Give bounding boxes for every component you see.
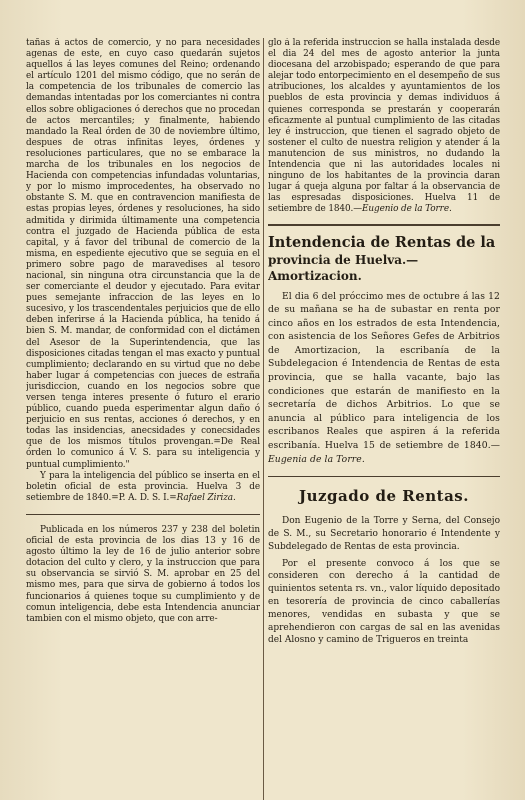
right-continued-signature: Eugenio de la Torre. [362, 204, 452, 215]
juzgado-intro: Don Eugenio de la Torre y Serna, del Consejo de S. M., su Secretario honorario é Intendente y Subdelegado de Rentas de esta provincia. [268, 516, 500, 552]
right-divider-bottom [268, 476, 500, 477]
right-divider-top [268, 224, 500, 226]
left-paragraph-culto-clero: Publicada en los números 237 y 238 del boletin oficial de esta provincia de los dias 13 y 16 de agosto último la ley de 16 de julio anterior sobre dotacion del culto y clero, y la instruccion que para su observancia se sirvió S. M. aprobar en 25 del mismo mes, para que sirva de gobierno á todos los funcionarios á quienes toque su cumplimiento y de comun inteligencia, debe esta Intendencia anunciar tambien con el mismo objeto, que con arre- [26, 524, 260, 624]
left-paragraph-insertion [26, 471, 260, 504]
section-subtitle-amortizacion: provincia de Huelva.—Amortizacion. [268, 252, 419, 283]
juzgado-body: Por el presente convoco á los que se consideren con derecho á la cantidad de quinientos setenta rs. vn., valor líquido depositado en tesorería de provincia de cinco caballerías menores, vendidas en subasta y que se aprehendieron con cargas de sal en las avenidas del Alosno y camino de Trigueros en treinta [268, 558, 500, 646]
column-divider [263, 38, 264, 800]
right-continued-text: glo á la referida instruccion se halla instalada desde el dia 24 del mes de agosto anterior la junta diocesana del arzobispado; esperando de que para alejar todo entorpecimiento en el desempeño de sus atribuciones, los alcaldes y ayuntamientos de los pueblos de esta provincia y demas individuos á quienes corresponda se prestarán y cooperarán eficazmente al puntual cumplimiento de las citadas ley é instruccion, que tienen el sagrado objeto de sostener el culto de nuestra religion y atender á la manutencion de sus ministros, no dudando la Intendencia que ni las autoridades locales ni ninguno de los habitantes de la provincia daran lugar á queja alguna por faltar á la observancia de las espresadas disposiciones. Huelva 11 de setiembre de 1840.— [268, 38, 500, 215]
right-column [268, 38, 500, 800]
left-insertion-signature: Rafael Ziriza. [176, 492, 236, 503]
left-divider [26, 514, 260, 515]
section-title-juzgado: Juzgado de Rentas. [299, 487, 469, 506]
left-paragraph-continued: tañas á actos de comercio, y no para necesidades agenas de este, en cuyo caso quedarán sujetos aquellos á las leyes comunes del Reino; ordenando el artículo 1201 del mismo código, que no serán de la competencia de los tribunales de comercio las demandas intentadas por los comerciantes ni contra ellos sobre obligaciones ó derechos que no procedan de actos mercantiles; y finalmente, habiendo mandado la Real órden de 30 de noviembre último, despues de otras infinitas leyes, órdenes y resoluciones particulares, que no se embarace la marcha de los tribunales en los negocios de Hacienda con competencias infundadas voluntarias, y por lo mismo improcedentes, ha observado no obstante S. M. que en contravencion manifiesta de estas propias leyes, órdenes y resoluciones, ha sido admitida y dirimida últimamente una competencia contra el juzgado de Hacienda pública de esta capital, y á favor del tribunal de comercio de la misma, en espediente ejecutivo que se seguia en el primero sobre pago de maravedises al tesoro nacional, sin ninguna otra circunstancia que la de ser comerciante el deudor y ejecutado. Para evitar pues semejante infraccion de las leyes en lo sucesivo, y los trascendentales perjuicios que de ello deben inferirse á la Hacienda pública, ha tenido á bien S. M. mandar, de conformidad con el dictámen del Asesor de la Superintendencia, que las disposiciones citadas tengan el mas exacto y puntual cumplimiento; declarando en su virtud que no debe haber lugar á competencias con jueces de estraña jurisdiccion, cuando en los negocios sobre que versen tenga interes presente ó futuro el erario público, cuando pueda esperimentar algun daño ó perjuicio en sus rentas, acciones ó derechos, y en todas las insidencias, anecsidades y conecsidades que de los mismos títulos provengan.=De Real órden lo comunico á V. S. para su inteligencia y puntual cumplimiento." [26, 38, 260, 470]
section-title-intendencia: Intendencia de Rentas de la [268, 233, 496, 251]
left-insertion-text: Y para la inteligencia del público se inserta en el boletin oficial de esta provincia. Huelva 3 de setiembre de 1840.=P. A. D. S. I.= [26, 470, 260, 503]
amortizacion-notice-text: El dia 6 del próccimo mes de octubre á las 12 de su mañana se ha de subastar en renta por cinco años en los estrados de esta Intendencia, con asistencia de los Señores Gefes de Arbitrios de Amortizacion, la escribanía de la Subdelegacion é Intendencia de Rentas de esta provincia, que se halla vacante, bajo las condiciones que estarán de manifiesto en la secretaría de dichos Arbitrios. Lo que se anuncia al público para inteligencia de los escribanos Reales que aspiren á la referida escribanía. Huelva 15 de setiembre de 1840.— [268, 290, 500, 452]
amortizacion-notice-signature: Eugenia de la Torre. [268, 453, 365, 465]
left-column [26, 38, 260, 800]
amortizacion-notice [268, 290, 500, 467]
right-paragraph-continued [268, 38, 500, 216]
